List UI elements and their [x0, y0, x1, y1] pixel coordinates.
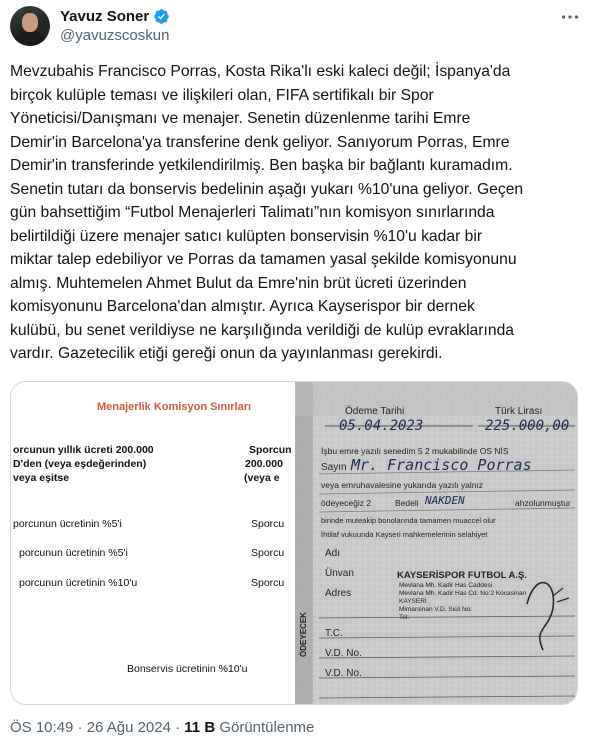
verified-badge-icon — [153, 8, 170, 25]
tc-label: T.C. — [325, 628, 343, 639]
col1-line1: orcunun yıllık ücreti 200.000 — [13, 444, 154, 456]
stamp-title: KAYSERİSPOR FUTBOL A.Ş. — [397, 570, 528, 581]
tweet-line: belirtildiği üzere menajer satıcı kulüpten bonservisin %10'u kadar bir — [10, 227, 483, 245]
vd-label-1: V.D. No. — [325, 648, 362, 659]
tweet-line: birçok kulüple teması ve ilişkileri olan, FIFA sertifikalı bir Spor — [10, 86, 434, 104]
avatar[interactable] — [10, 6, 50, 46]
tweet-line: komisyonunu Barcelona'dan almıştır. Ayrıca Kayserispor bir dernek — [10, 298, 475, 315]
note-line3: veya emruhavalesine yukarıda yazılı yalnız — [321, 480, 484, 490]
row1-left: porcunun ücretinin %5'i — [13, 518, 122, 530]
tweet-line: Senetin tutarı da bonservis bedelinin aşağı yukarı %10'una geliyor. Geçen — [10, 180, 524, 198]
table-title: Menajerlik Komisyon Sınırları — [97, 401, 252, 413]
author-handle[interactable]: @yavuzscoskun — [60, 27, 170, 44]
row3-right: Sporcu — [251, 577, 285, 589]
stamp-line5: Tel: — [399, 614, 410, 621]
row2-right: Sporcu — [251, 547, 285, 559]
tweet-line: almış. Muhtemelen Ahmet Bulut da Emre'nin brüt ücreti üzerinden — [10, 274, 467, 292]
tweet-line: miktar talep edebiliyor ve Porras da tamamen yasal şekilde komisyonunu — [10, 251, 517, 268]
tweet-line: kulübü, bu senet verildiyse ne karşılığında verildiği de kulüp evraklarında — [10, 321, 515, 339]
payee-name: Mr. Francisco Porras — [351, 456, 532, 474]
stamp-line3: KAYSERİ — [399, 598, 427, 605]
odeyecek-label: ÖDEYECEK — [298, 612, 308, 657]
media-image-promissory-note[interactable] — [295, 382, 577, 704]
more-options-icon[interactable] — [559, 6, 581, 28]
odeme-tarihi-label: Ödeme Tarihi — [345, 406, 405, 417]
row2-left: porcunun ücretinin %5'i — [19, 547, 128, 559]
note-line2-prefix: Sayın — [321, 462, 347, 473]
tweet-line: Demir'in Barcelona'ya transferine denk geliyor. Sanıyorum Porras, Emre — [10, 133, 510, 151]
tweet-line: vardır. Gazetecilik etiği gereği onun da yayınlanması gerekirdi. — [10, 345, 443, 362]
views-label: Görüntülenme — [215, 719, 315, 736]
row1-right: Sporcu — [251, 518, 285, 530]
row3-left: porcunun ücretinin %10'u — [19, 577, 138, 589]
col1-line2: D'den (veya eşdeğerinden) — [13, 458, 147, 470]
col2-line2: 200.000 — [245, 458, 283, 470]
vd-label-2: V.D. No. — [325, 668, 362, 679]
note-line4-mid: Bedeli — [395, 498, 419, 508]
turk-lirasi-label: Türk Lirası — [495, 406, 543, 417]
media-grid — [10, 381, 578, 705]
author-name[interactable]: Yavuz Soner — [60, 8, 150, 25]
note-line5: birinde muteakip bonolarında tamamen muaccel olur — [321, 516, 496, 525]
col2-line1: Sporcun — [249, 444, 292, 456]
col2-line3: (veya e — [244, 472, 280, 484]
table-footer: Bonservis ücretinin %10'u — [127, 663, 248, 675]
tweet-timestamp[interactable]: ÖS 10:49 · 26 Ağu 2024 · — [10, 719, 185, 736]
note-line4-prefix: ödeyeceğiz 2 — [321, 498, 372, 508]
tweet-meta — [10, 719, 314, 736]
unvan-label: Ünvan — [325, 568, 354, 579]
note-line4-hand: NAKDEN — [425, 494, 465, 507]
ad-label: Adı — [325, 548, 341, 559]
note-line6: İhtilaf vukuunda Kayseri mahkemelerinin selahiyet — [321, 530, 488, 539]
tweet-line: gün bahsettiğim “Futbol Menajerleri Talimatı”nın komisyon sınırlarında — [10, 204, 495, 221]
col1-line3: veya eşitse — [13, 472, 70, 484]
stamp-line4: Mimarsinan V.D. Sicil No: — [399, 606, 473, 613]
tweet-line: Yöneticisi/Danışmanı ve menajer. Senetin düzenlenme tarihi Emre — [10, 110, 471, 127]
stamp-line1: Mevlana Mh. Kadir Has Caddesi — [399, 582, 493, 589]
author-name-row[interactable] — [60, 8, 170, 25]
tweet-header — [10, 6, 581, 46]
stamp-line2: Mevlana Mh. Kadir Has Cd. No:2 Kocasinan — [399, 590, 527, 597]
note-line4-suffix: ahzolunmuştur — [515, 498, 571, 508]
tweet-line: Mevzubahis Francisco Porras, Kosta Rika'lı eski kaleci değil; İspanya'da — [10, 63, 511, 80]
amount-value: 225.000,00 — [485, 418, 570, 434]
tweet-line: Demir'in transferinde yetkilendirilmiş. Ben başka bir bağlantı kuramadım. — [10, 157, 513, 174]
adres-label: Adres — [325, 588, 352, 599]
views-count: 11 B — [184, 719, 216, 736]
note-line1: İşbu emre yazılı senedim 5 2 mukabilinde OS NİS — [321, 446, 509, 456]
media-image-commission-table[interactable] — [11, 382, 294, 704]
tweet-body — [10, 60, 580, 366]
date-value: 05.04.2023 — [339, 418, 424, 434]
